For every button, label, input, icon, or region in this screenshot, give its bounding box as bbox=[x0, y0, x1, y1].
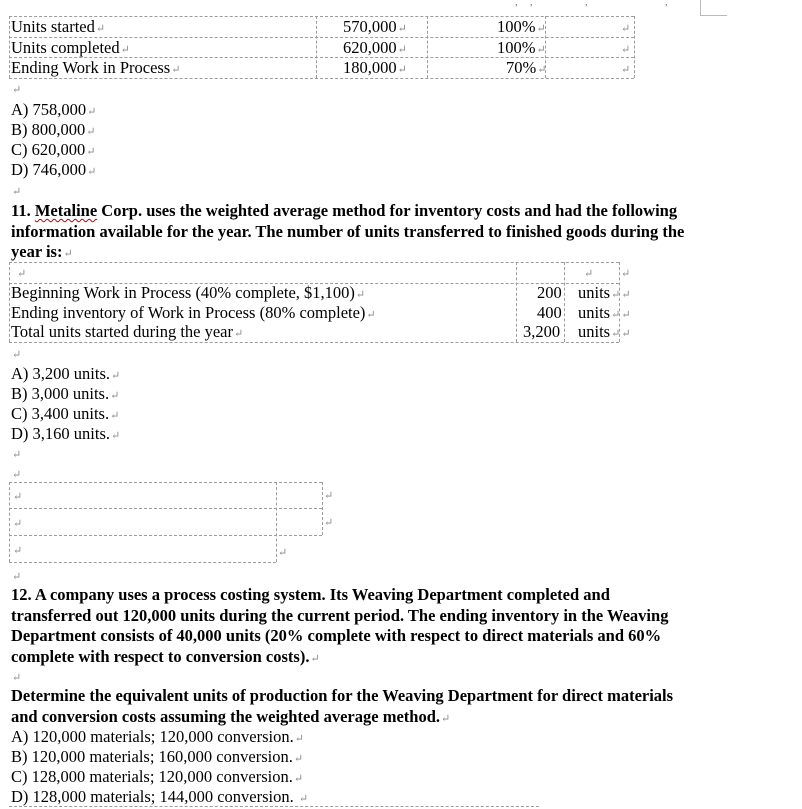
option-b: B) 800,000↵ bbox=[11, 120, 96, 139]
question-11: 11. Metaline Corp. uses the weighted average method for inventory costs and had the following information available for the year. The number of units transferred to finished goods during the year is:↵ bbox=[11, 201, 685, 261]
table-row: Units completed↵ bbox=[11, 38, 130, 57]
cut-off-text: , bbox=[530, 0, 533, 8]
table-row: Ending Work in Process↵ bbox=[11, 58, 181, 77]
page-corner-mark bbox=[700, 0, 727, 16]
option-c: C) 128,000 materials; 120,000 conversion.↵ bbox=[11, 767, 304, 786]
table-row: Units started↵ bbox=[11, 17, 106, 36]
table-row: Beginning Work in Process (40% complete, $1,100)↵ bbox=[11, 283, 366, 302]
option-a: A) 120,000 materials; 120,000 conversion.↵ bbox=[11, 727, 304, 746]
cut-off-text: , bbox=[515, 0, 518, 8]
cut-off-text: , bbox=[665, 0, 668, 8]
option-d: D) 3,160 units.↵ bbox=[11, 424, 121, 443]
option-a: A) 3,200 units.↵ bbox=[11, 364, 121, 383]
option-d: D) 746,000↵ bbox=[11, 160, 97, 179]
question-12-prompt: Determine the equivalent units of production for the Weaving Department for direct materials and conversion costs assuming the weighted average method.↵ bbox=[11, 686, 674, 726]
cut-off-text: , bbox=[585, 0, 588, 8]
table-row: Total units started during the year↵ bbox=[11, 322, 244, 341]
option-a: A) 758,000↵ bbox=[11, 100, 97, 119]
option-d: D) 128,000 materials; 144,000 conversion. ↵ bbox=[11, 787, 309, 806]
page-bottom-rule bbox=[9, 806, 539, 807]
option-c: C) 3,400 units.↵ bbox=[11, 404, 120, 423]
table-row: Ending inventory of Work in Process (80% complete)↵ bbox=[11, 303, 376, 322]
question-12: 12. A company uses a process costing system. Its Weaving Department completed and transferred out 120,000 units during the current period. The ending inventory in the Weaving Department consists of 40,000 units (20% complete with respect to direct materials and 60% complete with respect to conversion costs).↵ bbox=[11, 585, 669, 666]
option-b: B) 120,000 materials; 160,000 conversion.↵ bbox=[11, 747, 304, 766]
option-c: C) 620,000↵ bbox=[11, 140, 96, 159]
option-b: B) 3,000 units.↵ bbox=[11, 384, 120, 403]
